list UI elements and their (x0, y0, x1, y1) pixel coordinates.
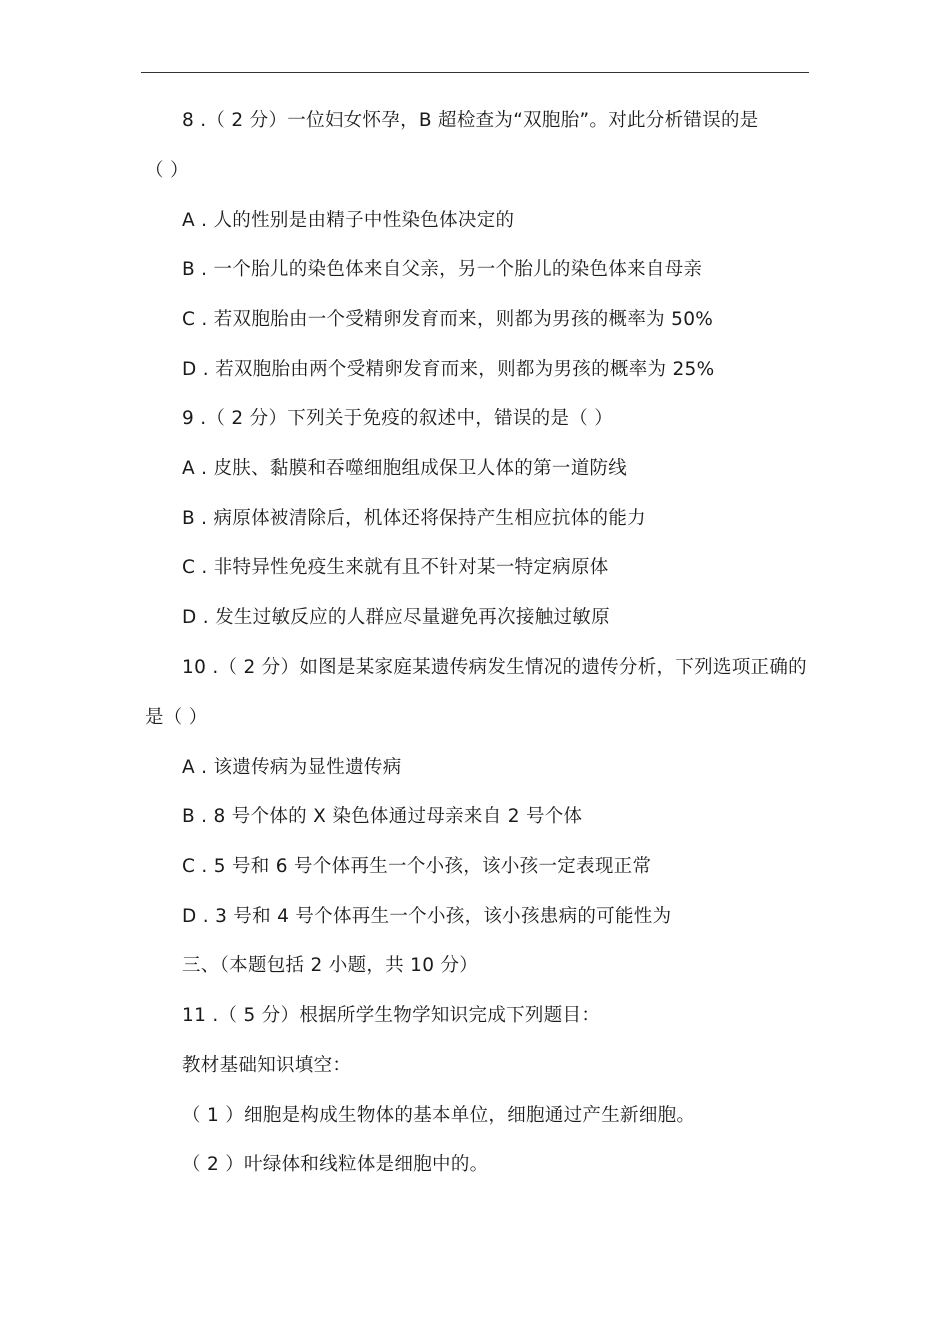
q11-subheading: 教材基础知识填空： (182, 1055, 352, 1076)
q10-stem-cont: 是（ ） (145, 707, 208, 728)
q9-option-b: B . 病原体被清除后，机体还将保持产生相应抗体的能力 (182, 508, 646, 529)
q9-option-c: C . 非特异性免疫生来就有且不针对某一特定病原体 (182, 557, 609, 578)
q10-option-d: D . 3 号和 4 号个体再生一个小孩，该小孩患病的可能性为 (182, 906, 672, 927)
q10-stem: 10 .（ 2 分）如图是某家庭某遗传病发生情况的遗传分析，下列选项正确的 (182, 657, 807, 678)
q8-option-d: D . 若双胞胎由两个受精卵发育而来，则都为男孩的概率为 25% (182, 359, 715, 380)
q10-option-c: C . 5 号和 6 号个体再生一个小孩，该小孩一定表现正常 (182, 856, 652, 877)
q8-stem: 8 .（ 2 分）一位妇女怀孕，B 超检查为“双胞胎”。对此分析错误的是 (182, 110, 759, 131)
q10-option-a: A . 该遗传病为显性遗传病 (182, 757, 402, 778)
q9-stem: 9 .（ 2 分）下列关于免疫的叙述中，错误的是（ ） (182, 408, 614, 429)
q11-item-2: （ 2 ）叶绿体和线粒体是细胞中的。 (182, 1154, 489, 1175)
header-rule (141, 72, 809, 73)
q9-option-a: A . 皮肤、黏膜和吞噬细胞组成保卫人体的第一道防线 (182, 458, 628, 479)
q8-option-b: B . 一个胎儿的染色体来自父亲，另一个胎儿的染色体来自母亲 (182, 259, 703, 280)
section-heading: 三、（本题包括 2 小题，共 10 分） (182, 955, 479, 976)
q9-option-d: D . 发生过敏反应的人群应尽量避免再次接触过敏原 (182, 607, 610, 628)
q11-stem: 11 .（ 5 分）根据所学生物学知识完成下列题目： (182, 1005, 601, 1026)
q8-option-a: A . 人的性别是由精子中性染色体决定的 (182, 210, 515, 231)
q10-option-b: B . 8 号个体的 X 染色体通过母亲来自 2 号个体 (182, 806, 583, 827)
q8-stem-cont: （ ） (145, 160, 189, 181)
q11-item-1: （ 1 ）细胞是构成生物体的基本单位，细胞通过产生新细胞。 (182, 1105, 696, 1126)
q8-option-c: C . 若双胞胎由一个受精卵发育而来，则都为男孩的概率为 50% (182, 309, 714, 330)
